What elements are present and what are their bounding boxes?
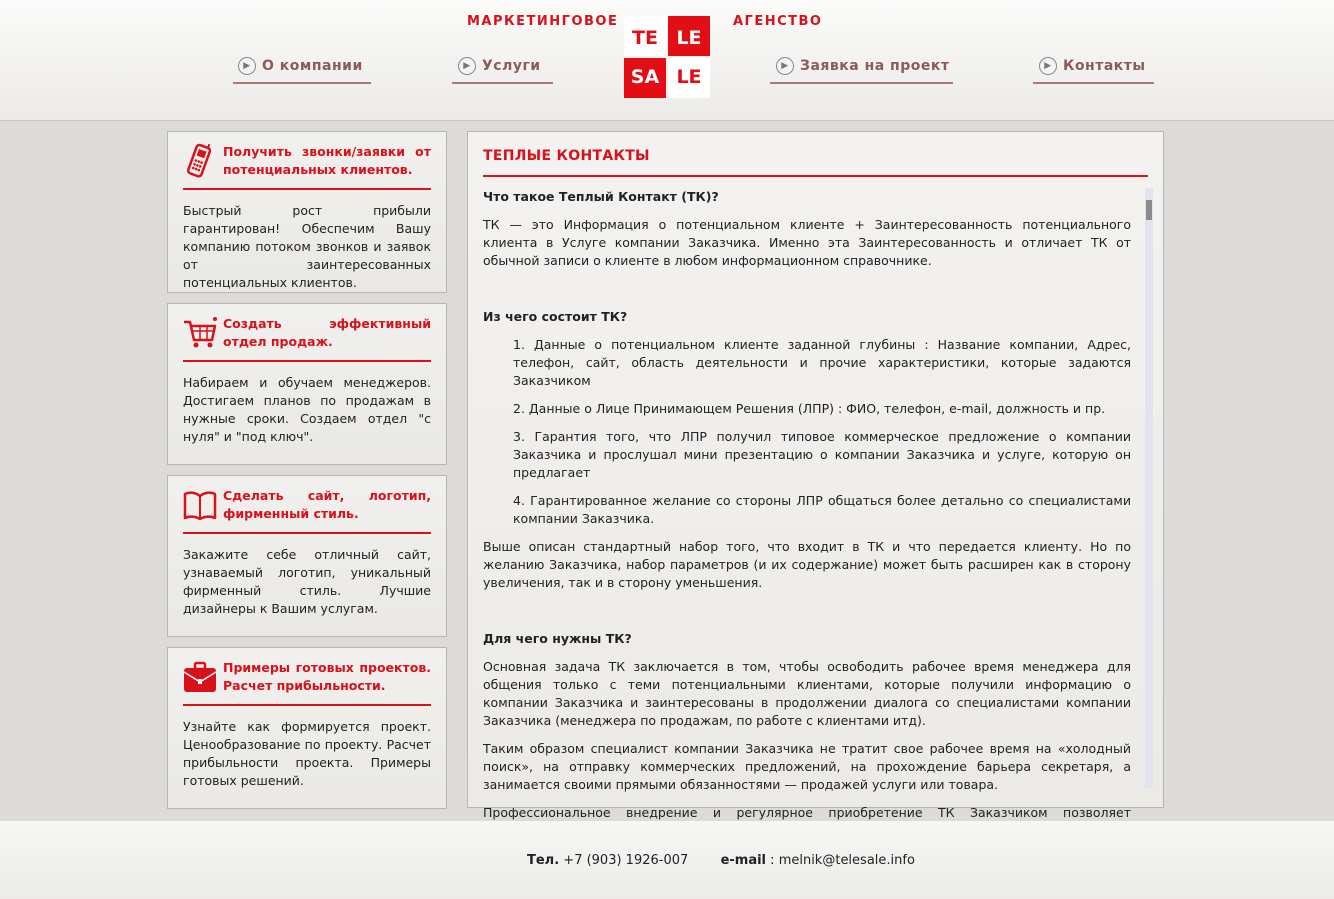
brand-tagline-right: АГЕНСТВО [733, 14, 823, 29]
shopping-cart-icon [182, 314, 218, 352]
scrollbar-track[interactable] [1145, 188, 1153, 788]
logo-cell: SA [624, 58, 666, 98]
paragraph: Основная задача ТК заключается в том, чтобы освободить рабочее время менеджера для общения только с теми потенциальными клиентами, которые получили информацию о компании Заказчика и заинтересованы в продолжении диалога со специалистами компании Заказчика (менеджера по продажам, по работе с клиентами итд). [483, 659, 1131, 728]
nav-item-label: О компании [262, 58, 363, 74]
section-question: Из чего состоит ТК? [483, 309, 628, 324]
card-divider [183, 532, 431, 534]
card-title[interactable]: Создать эффективный отдел продаж. [223, 316, 431, 349]
list-item: 2. Данные о Лице Принимающем Решения (ЛПР) : ФИО, телефон, e-mail, должность и пр. [513, 401, 1106, 416]
logo-cell: LE [668, 58, 710, 98]
card-divider [183, 704, 431, 706]
card-divider [183, 188, 431, 190]
card-title[interactable]: Примеры готовых проектов. Расчет прибыльности. [223, 660, 431, 693]
site-footer [0, 821, 1334, 899]
service-card-calls[interactable] [167, 131, 447, 293]
service-card-website[interactable] [167, 475, 447, 637]
footer-contacts [527, 853, 915, 868]
card-text: Быстрый рост прибыли гарантирован! Обеспечим Вашу компанию потоком звонков и заявок от заинтересованных потенциальных клиентов. [183, 203, 431, 290]
nav-item-services[interactable] [452, 50, 553, 84]
article-content[interactable] [483, 188, 1131, 820]
email-label: e-mail [720, 853, 767, 868]
nav-item-contacts[interactable] [1033, 50, 1154, 84]
email-separator: : [770, 853, 775, 868]
components-list [483, 336, 1131, 528]
logo-cell: LE [668, 16, 710, 56]
paragraph: Выше описан стандартный набор того, что входит в ТК и что передается клиенту. Но по желанию Заказчика, набор параметров (и их содержание) может быть расширен как в сторону увеличения, так и в сторону уменьшения. [483, 539, 1131, 590]
nav-item-about[interactable] [233, 50, 371, 84]
service-card-projects[interactable] [167, 647, 447, 809]
paragraph: Профессиональное внедрение и регулярное приобретение ТК Заказчиком позволяет [483, 805, 1131, 820]
arrow-circle-icon: ▶ [776, 57, 794, 75]
phone-label: Тел. [527, 853, 560, 868]
phone-number[interactable]: +7 (903) 1926-007 [563, 853, 689, 868]
card-text: Набираем и обучаем менеджеров. Достигаем планов по продажам в нужные сроки. Создаем отдел "с нуля" и "под ключ". [183, 375, 431, 444]
logo-cell: TE [624, 16, 666, 56]
card-text: Узнайте как формируется проект. Ценообразование по проекту. Расчет прибыльности проекта. Примеры готовых решений. [183, 719, 431, 788]
nav-item-label: Услуги [482, 58, 541, 74]
article-panel [467, 131, 1164, 820]
list-item: 3. Гарантия того, что ЛПР получил типовое коммерческое предложение о компании Заказчика и прослушал мини презентацию о компании Заказчика и услуге, которую он предлагает [513, 429, 1131, 480]
arrow-circle-icon: ▶ [458, 57, 476, 75]
arrow-circle-icon: ▶ [238, 57, 256, 75]
nav-item-label: Контакты [1063, 58, 1146, 74]
briefcase-icon [182, 658, 218, 696]
page-title: ТЕПЛЫЕ КОНТАКТЫ [483, 148, 650, 164]
open-book-icon [182, 486, 218, 524]
service-card-sales-dept[interactable] [167, 303, 447, 465]
list-item: 1. Данные о потенциальном клиенте заданной глубины : Название компании, Адрес, телефон, сайт, область деятельности и прочие характеристики, которые задаются Заказчиком [513, 337, 1131, 388]
mobile-phone-icon [182, 142, 218, 180]
paragraph: ТК — это Информация о потенциальном клиенте + Заинтересованность потенциального клиента в Услуге компании Заказчика. Именно эта Заинтересованность и отличает ТК от обычной записи о клиенте в любом информационном справочнике. [483, 217, 1131, 268]
card-text: Закажите себе отличный сайт, узнаваемый логотип, уникальный фирменный стиль. Лучшие дизайнеры к Вашим услугам. [183, 547, 431, 616]
brand-tagline-left: МАРКЕТИНГОВОЕ [467, 14, 619, 29]
scrollbar-thumb[interactable] [1146, 200, 1152, 220]
nav-item-label: Заявка на проект [800, 58, 950, 74]
card-title[interactable]: Сделать сайт, логотип, фирменный стиль. [223, 488, 431, 521]
arrow-circle-icon: ▶ [1039, 57, 1057, 75]
section-question: Что такое Теплый Контакт (ТК)? [483, 189, 719, 204]
paragraph: Таким образом специалист компании Заказчика не тратит свое рабочее время на «холодный поиск», на отправку коммерческих предложений, на прохождение барьера секретаря, а занимается своими прямыми обязанностями — продажей услуги или товара. [483, 741, 1131, 792]
email-link[interactable]: melnik@telesale.info [778, 853, 915, 868]
site-header [0, 0, 1334, 121]
card-divider [183, 360, 431, 362]
list-item: 4. Гарантированное желание со стороны ЛПР общаться более детально со специалистами компании Заказчика. [513, 493, 1131, 526]
nav-item-project-request[interactable] [770, 50, 953, 84]
title-divider [483, 175, 1148, 177]
section-question: Для чего нужны ТК? [483, 631, 632, 646]
card-title[interactable]: Получить звонки/заявки от потенциальных клиентов. [223, 144, 431, 177]
telesale-logo[interactable] [624, 16, 710, 98]
